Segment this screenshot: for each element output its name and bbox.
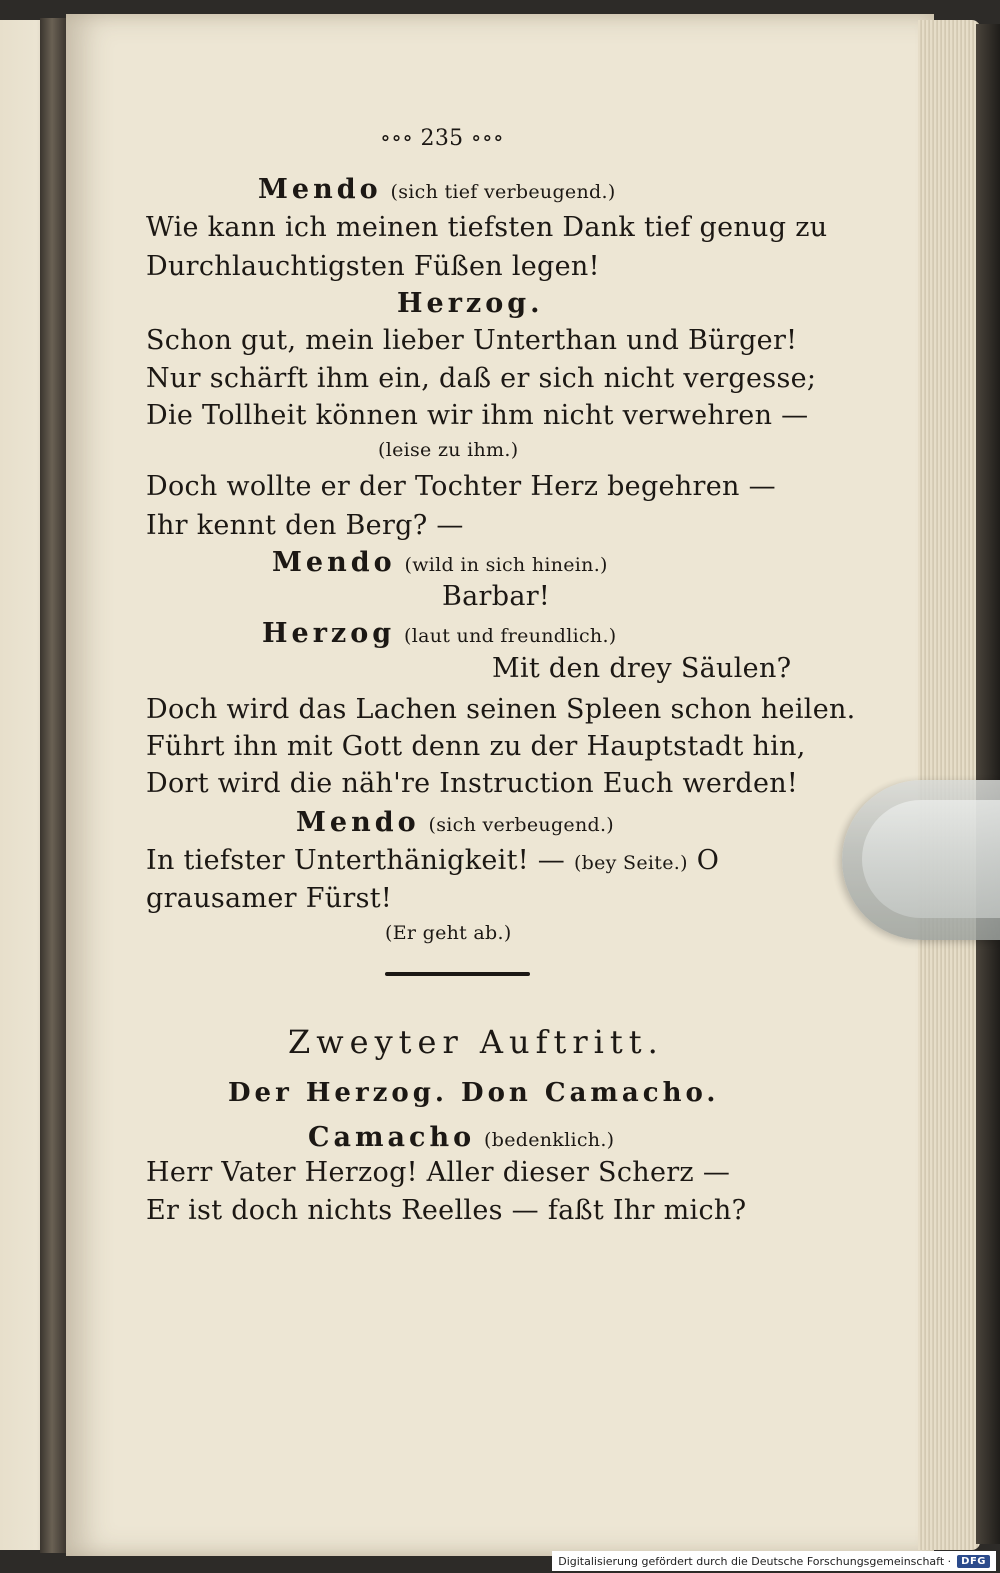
stage-direction: (Er geht ab.) — [385, 922, 512, 944]
stage-direction: (laut und freundlich.) — [404, 625, 617, 647]
stage-direction: (bedenklich.) — [484, 1129, 615, 1151]
speaker-line — [262, 620, 617, 647]
stage-direction: (leise zu ihm.) — [378, 439, 519, 461]
speaker-line — [308, 1124, 614, 1151]
verse-line: Nur schärft ihm ein, daß er sich nicht vergesse; — [146, 363, 817, 394]
stage-direction: (sich verbeugend.) — [428, 814, 615, 836]
footer-text: Digitalisierung gefördert durch die Deutsche Forschungsgemeinschaft · — [558, 1554, 952, 1568]
scene-title: Zweyter Auftritt. — [288, 1023, 664, 1061]
verse-line — [146, 847, 719, 874]
verse-line: Er ist doch nichts Reelles — faßt Ihr mich? — [146, 1195, 747, 1226]
verse-line: Durchlauchtigsten Füßen legen! — [146, 251, 600, 282]
stage-direction: (sich tief verbeugend.) — [390, 181, 616, 203]
page-number: ∘∘∘ 235 ∘∘∘ — [380, 126, 504, 151]
verse-line: grausamer Fürst! — [146, 883, 393, 914]
speaker-name: Herzog. — [397, 288, 544, 319]
verse-line: Führt ihn mit Gott denn zu der Hauptstadt hin, — [146, 731, 806, 762]
speaker-name: Mendo — [296, 807, 420, 838]
verse-line: Die Tollheit können wir ihm nicht verwehren — — [146, 400, 809, 431]
speaker-name: Mendo — [258, 174, 382, 205]
speaker-line — [258, 176, 616, 203]
section-divider — [385, 972, 530, 976]
verse-line: Doch wird das Lachen seinen Spleen schon heilen. — [146, 694, 856, 725]
stage-direction: (bey Seite.) — [573, 852, 688, 874]
cast-list: Der Herzog. Don Camacho. — [228, 1078, 720, 1108]
speaker-line — [272, 549, 608, 576]
digitization-footer — [552, 1551, 996, 1571]
verse-line: Wie kann ich meinen tiefsten Dank tief genug zu — [146, 212, 828, 243]
dfg-logo-icon: DFG — [957, 1555, 990, 1568]
stage-direction: (wild in sich hinein.) — [404, 554, 608, 576]
verse-line: Herr Vater Herzog! Aller dieser Scherz — — [146, 1157, 731, 1188]
verse-text: In tiefster Unterthänigkeit! — — [146, 845, 566, 876]
speaker-line — [296, 809, 614, 836]
verse-text: O — [696, 845, 720, 876]
verse-line: Dort wird die näh're Instruction Euch werden! — [146, 768, 799, 799]
verse-line: Ihr kennt den Berg? — — [146, 510, 464, 541]
speaker-name: Mendo — [272, 547, 396, 578]
verse-line: Mit den drey Säulen? — [492, 653, 792, 684]
speaker-name: Camacho — [308, 1122, 476, 1153]
verse-line: Doch wollte er der Tochter Herz begehren — — [146, 471, 776, 502]
verse-line: Barbar! — [442, 581, 551, 612]
speaker-name: Herzog — [262, 618, 396, 649]
verse-line: Schon gut, mein lieber Unterthan und Bürger! — [146, 325, 798, 356]
